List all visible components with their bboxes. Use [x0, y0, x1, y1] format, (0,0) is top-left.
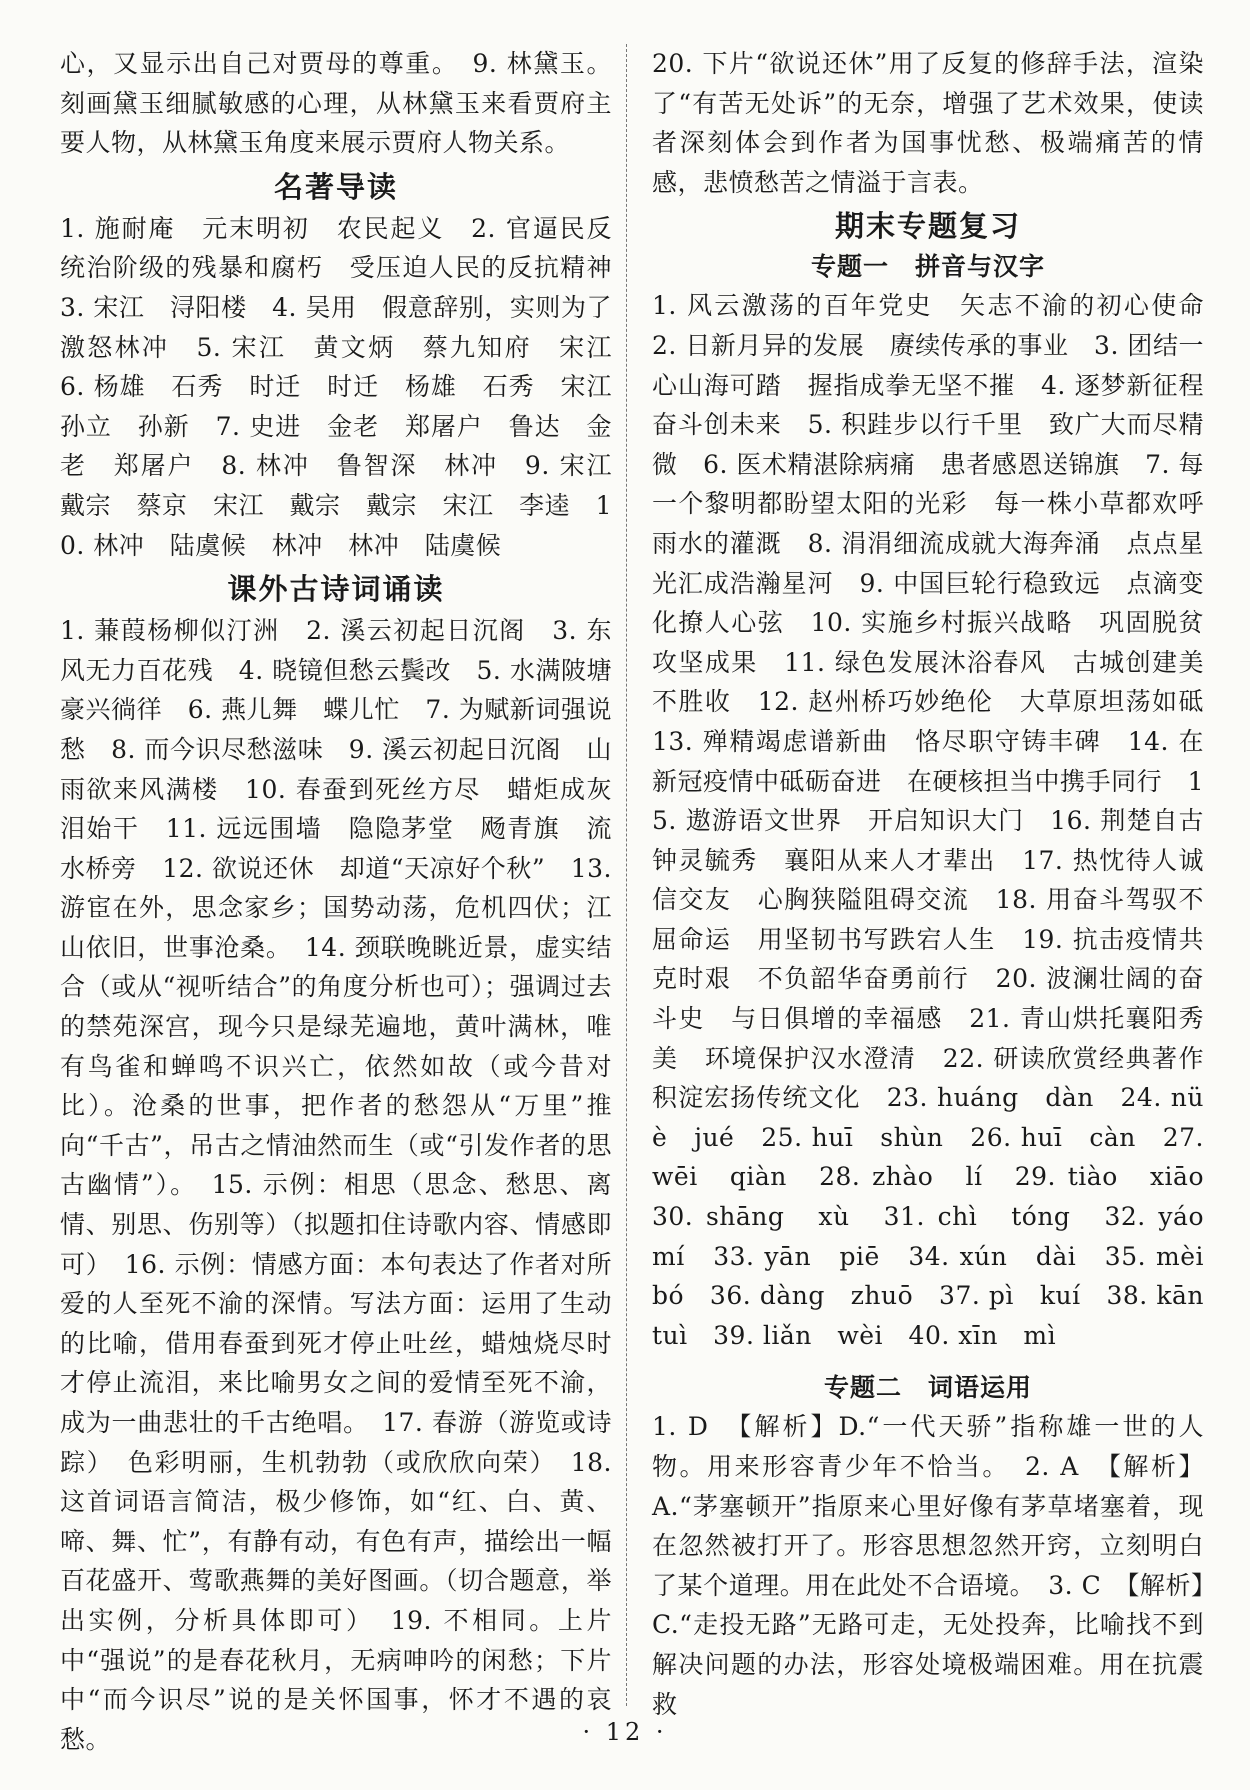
pinyin-answers: 1. 风云激荡的百年党史 矢志不渝的初心使命 2. 日新月异的发展 赓续传承的事业 3. 团结一心山海可踏 握指成拳无坚不摧 4. 逐梦新征程 奋斗创未来 5. 积跬步以行千里 致广大而尽精微 6. 医术精湛除病痛 患者感恩送锦旗 7. 每一个黎明都盼望太阳的光彩 每一株小草都欢呼雨水的灌溉 8. 涓涓细流成就大海奔涌 点点星光汇成浩瀚星河 9. 中国巨轮行稳致远 点滴变化撩人心弦 10. 实施乡村振兴战略 巩固脱贫攻坚成果 11. 绿色发展沐浴春风 古城创建美不胜收 12. 赵州桥巧妙绝伦 大草原坦荡如砥 13. 殚精竭虑谱新曲 恪尽职守铸丰碑 14. 在新冠疫情中砥砺奋进 在硬核担当中携手同行 15. 遨游语文世界 开启知识大门 16. 荆楚自古钟灵毓秀 襄阳从来人才辈出 17. 热忱待人诚信交友 心胸狭隘阻碍交流 18. 用奋斗驾驭不屈命运 用坚韧书写跌宕人生 19. 抗击疫情共克时艰 不负韶华奋勇前行 20. 波澜壮阔的奋斗史 与日俱增的幸福感 21. 青山烘托襄阳秀美 环境保护汉水澄清 22. 研读欣赏经典著作 积淀宏扬传统文化 23. huáng dàn 24. nüè jué 25. huī shùn 26. huī càn 27. wēi qiàn 28. zhào lí 29. tiào xiāo 30. shāng xù 31. chì tóng 32. yáo mí 33. yān piē 34. xún dài 35. mèi bó 36. dàng zhuō 37. pì kuí 38. kān tuì 39. liǎn wèi 40. xīn mì [652, 291, 1230, 1350]
section-title-classics: 名著导读 [273, 169, 398, 204]
right-column [652, 44, 1230, 1724]
words-answers: 1. D 【解析】D.“一代天骄”指称雄一世的人物。用来形容青少年不恰当。 2. A 【解析】A.“茅塞顿开”指原来心里好像有茅草堵塞着，现在忽然被打开了。形容思想忽然开窍，立刻明白了某个道理。用在此处不合语境。 3. C 【解析】C.“走投无路”无路可走，无处投奔，比喻找不到解决问题的办法，形容处境极端困难。用在抗震救 [652, 1412, 1204, 1719]
left-intro-text: 心，又显示出自己对贾母的尊重。 9. 林黛玉。刻画黛玉细腻敏感的心理，从林黛玉来看贾府主要人物，从林黛玉角度来展示贾府人物关系。 [60, 49, 612, 158]
section-title-poetry: 课外古诗词诵读 [227, 572, 445, 607]
topic-title-pinyin: 专题一 拼音与汉字 [810, 252, 1045, 282]
right-intro-text: 20. 下片“欲说还休”用了反复的修辞手法，渲染了“有苦无处诉”的无奈，增强了艺术效果，使读者深刻体会到作者为国事忧愁、极端痛苦的情感，悲愤愁苦之情溢于言表。 [652, 49, 1204, 197]
left-column [60, 44, 638, 1759]
poetry-answers: 1. 蒹葭杨柳似汀洲 2. 溪云初起日沉阁 3. 东风无力百花残 4. 晓镜但愁云鬓改 5. 水满陂塘豪兴徜徉 6. 燕儿舞 蝶儿忙 7. 为赋新词强说愁 8. 而今识尽愁滋味 9. 溪云初起日沉阁 山雨欲来风满楼 10. 春蚕到死丝方尽 蜡炬成灰泪始干 11. 远远围墙 隐隐茅堂 飏青旗 流水桥旁 12. 欲说还休 却道“天凉好个秋” 13. 游宦在外，思念家乡；国势动荡，危机四伏；江山依旧，世事沧桑。 14. 颈联晚眺近景，虚实结合（或从“视听结合”的角度分析也可）；强调过去的禁苑深宫，现今只是绿芜遍地，黄叶满林，唯有鸟雀和蝉鸣不识兴亡，依然如故（或今昔对比）。沧桑的世事，把作者的愁怨从“万里”推向“千古”，吊古之情油然而生（或“引发作者的思古幽情”）。 15. 示例：相思（思念、愁思、离情、别思、伤别等）（拟题扣住诗歌内容、情感即可） 16. 示例：情感方面：本句表达了作者对所爱的人至死不渝的深情。写法方面：运用了生动的比喻，借用春蚕到死才停止吐丝，蜡烛烧尽时才停止流泪，来比喻男女之间的爱情至死不渝，成为一曲悲壮的千古绝唱。 17. 春游（游览或诗踪） 色彩明丽，生机勃勃（或欣欣向荣） 18. 这首词语言简洁，极少修饰，如“红、白、黄、啼、舞、忙”，有静有动，有色有声，描绘出一幅百花盛开、莺歌燕舞的美好图画。（切合题意，举出实例，分析具体即可） 19. 不相同。上片中“强说”的是春花秋月，无病呻吟的闲愁；下片中“而今识尽”说的是关怀国事，怀才不遇的哀愁。 [60, 616, 612, 1754]
topic-title-words: 专题二 词语运用 [823, 1373, 1032, 1403]
column-divider [626, 44, 627, 1706]
section-title-final-review: 期末专题复习 [834, 209, 1021, 244]
classics-answers: 1. 施耐庵 元末明初 农民起义 2. 官逼民反 统治阶级的残暴和腐朽 受压迫人民的反抗精神 3. 宋江 浔阳楼 4. 吴用 假意辞别，实则为了激怒林冲 5. 宋江 黄文炳 蔡九知府 宋江 6. 杨雄 石秀 时迁 时迁 杨雄 石秀 宋江 孙立 孙新 7. 史进 金老 郑屠户 鲁达 金老 郑屠户 8. 林冲 鲁智深 林冲 9. 宋江 戴宗 蔡京 宋江 戴宗 戴宗 宋江 李逵 10. 林冲 陆虞候 林冲 林冲 陆虞候 [60, 213, 638, 560]
page-number: · 12 · [582, 1718, 668, 1746]
